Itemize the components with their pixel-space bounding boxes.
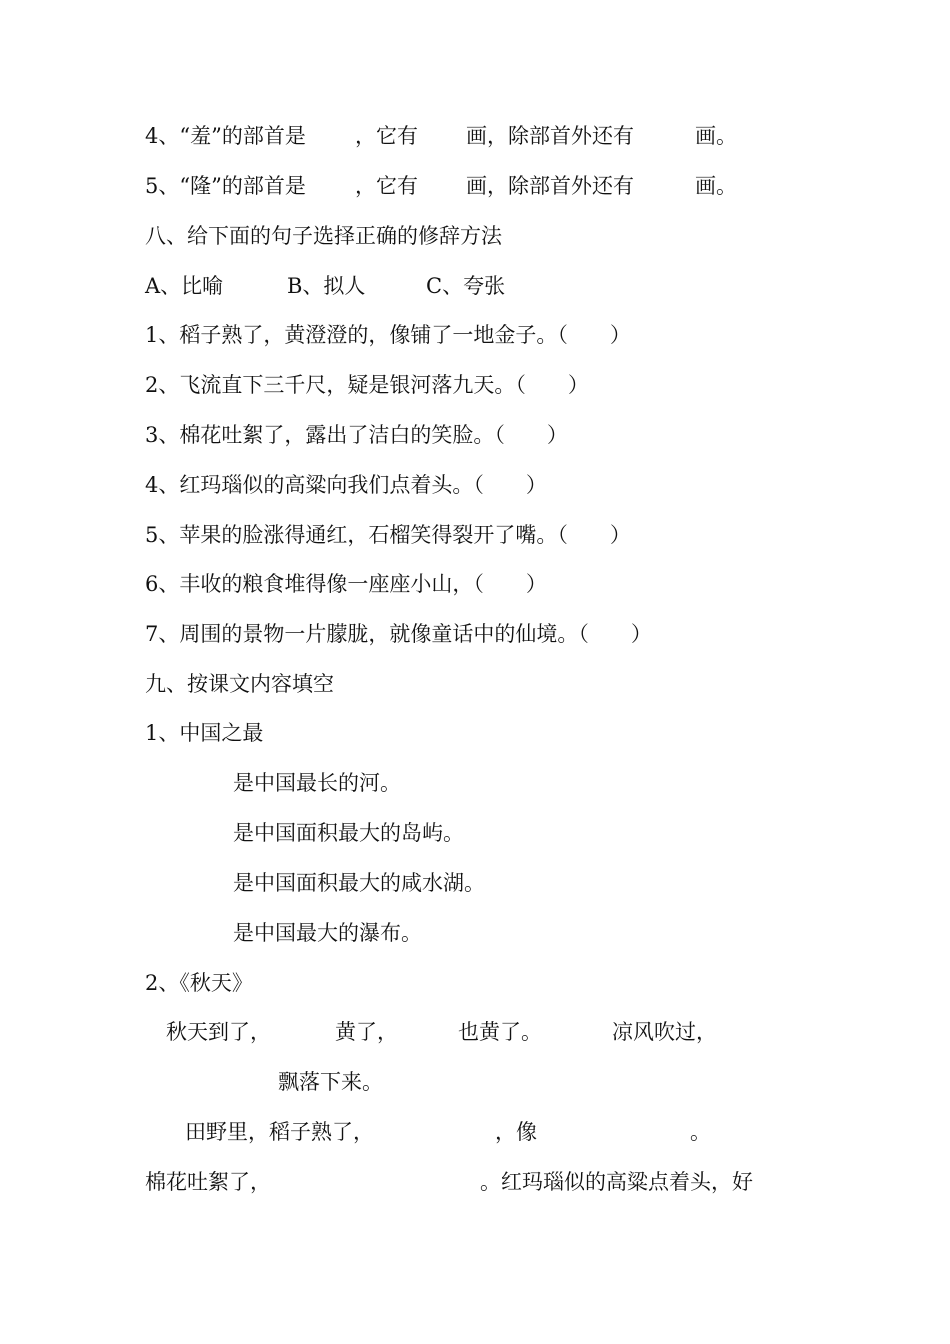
section-8-heading: 八、给下面的句子选择正确的修辞方法 — [145, 224, 502, 248]
autumn-row-1-d: 凉风吹过， — [612, 1020, 717, 1044]
rhetoric-item-4: 4、红玛瑙似的高粱向我们点着头。（ ） — [145, 473, 547, 497]
option-c: C、夸张 — [426, 274, 506, 298]
autumn-row-3-a: 田野里，稻子熟了， — [185, 1120, 374, 1144]
question-4-suffix: 画。 — [695, 124, 737, 148]
option-a: A、比喻 — [145, 274, 224, 298]
rhetoric-item-3: 3、棉花吐絮了，露出了洁白的笑脸。（ ） — [145, 423, 568, 447]
rhetoric-item-6: 6、丰收的粮食堆得像一座座小山，（ ） — [145, 572, 547, 596]
part-2-title: 2、《秋天》 — [145, 971, 253, 995]
section-9-heading: 九、按课文内容填空 — [145, 672, 334, 696]
question-5-mid2: 画，除部首外还有 — [466, 174, 634, 198]
autumn-row-4-a: 棉花吐絮了， — [145, 1170, 271, 1194]
rhetoric-item-2: 2、飞流直下三千尺，疑是银河落九天。（ ） — [145, 373, 589, 397]
option-b: B、拟人 — [287, 274, 366, 298]
question-4-prefix: 4、“羞”的部首是 — [145, 124, 306, 148]
autumn-row-1-a: 秋天到了， — [166, 1020, 271, 1044]
rhetoric-item-5: 5、苹果的脸涨得通红，石榴笑得裂开了嘴。（ ） — [145, 523, 631, 547]
autumn-row-1-c: 也黄了。 — [458, 1020, 542, 1044]
rhetoric-item-7: 7、周围的景物一片朦胧，就像童话中的仙境。（ ） — [145, 622, 652, 646]
fact-line-3: 是中国面积最大的咸水湖。 — [233, 871, 485, 895]
question-5-prefix: 5、“隆”的部首是 — [145, 174, 306, 198]
question-4-mid2: 画，除部首外还有 — [466, 124, 634, 148]
part-1-title: 1、中国之最 — [145, 721, 264, 745]
question-5-suffix: 画。 — [695, 174, 737, 198]
fact-line-4: 是中国最大的瀑布。 — [233, 921, 422, 945]
autumn-row-3-b: ，像 — [495, 1120, 537, 1144]
question-4-mid1: ，它有 — [355, 124, 418, 148]
autumn-row-1-b: 黄了， — [335, 1020, 398, 1044]
fact-line-1: 是中国最长的河。 — [233, 771, 401, 795]
fact-line-2: 是中国面积最大的岛屿。 — [233, 821, 464, 845]
autumn-row-2: 飘落下来。 — [278, 1070, 383, 1094]
autumn-row-3-c: 。 — [690, 1120, 711, 1144]
question-5-mid1: ，它有 — [355, 174, 418, 198]
rhetoric-item-1: 1、稻子熟了，黄澄澄的，像铺了一地金子。（ ） — [145, 323, 631, 347]
autumn-row-4-b: 。红玛瑙似的高粱点着头，好 — [480, 1170, 753, 1194]
